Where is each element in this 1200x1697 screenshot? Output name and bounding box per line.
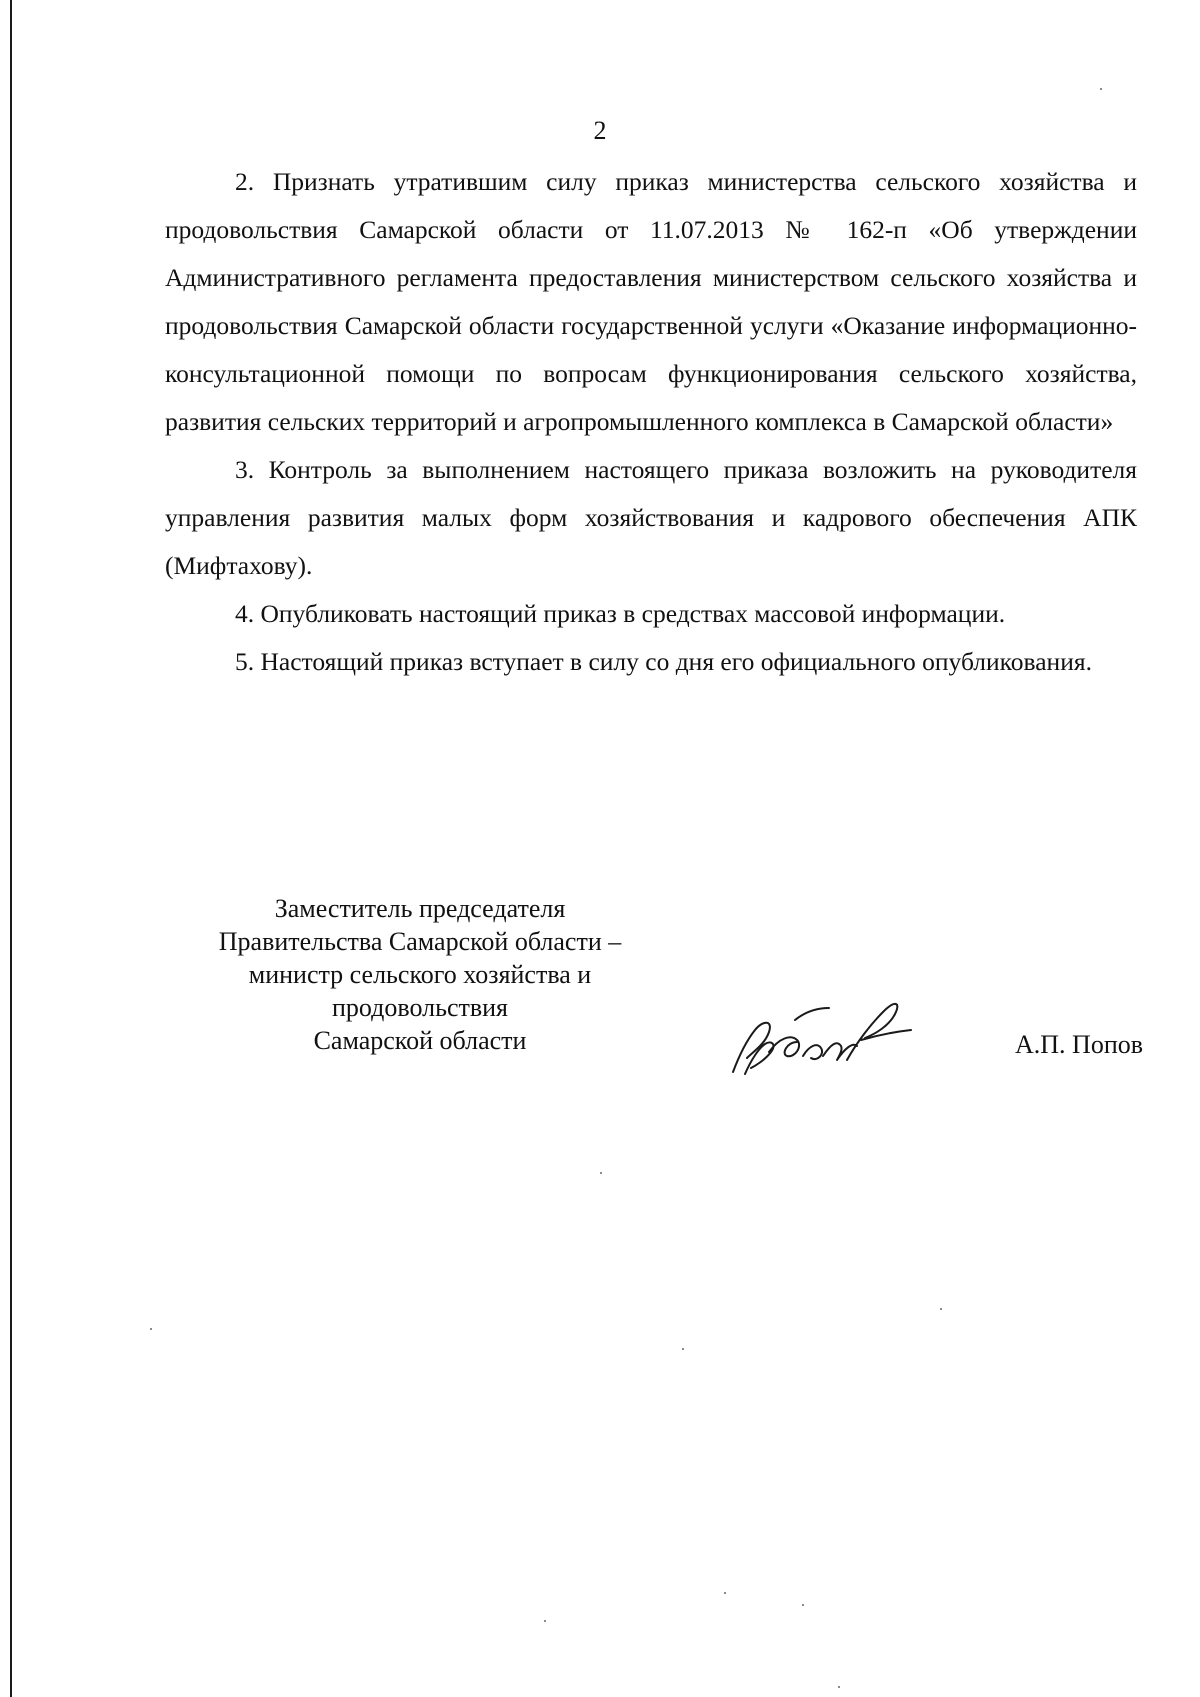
scan-speck [838,1686,840,1688]
scan-speck [802,1604,804,1606]
document-body [165,158,1137,686]
signatory-title-line: Заместитель председателя [274,894,566,923]
paragraph-item-4: 4. Опубликовать настоящий приказ в средствах массовой информации. [235,599,1006,628]
scan-speck [940,1308,942,1310]
signatory-title-line: министр сельского хозяйства и [248,960,592,989]
page-number: 2 [593,116,607,145]
scan-speck [544,1620,546,1622]
paragraph-item-3: 3. Контроль за выполнением настоящего приказа возложить на руководителя управления развития малых форм хозяйствования и кадрового обеспечения АПК (Мифтахову). [165,455,1137,580]
signatory-title-line: Правительства Самарской области – [218,927,622,956]
scan-speck [150,1328,152,1330]
signatory-name: А.П. Попов [1015,1030,1144,1059]
handwritten-signature-icon [725,990,925,1080]
scan-speck [682,1348,684,1350]
paragraph-item-2: 2. Признать утратившим силу приказ министерства сельского хозяйства и продовольствия Самарской области от 11.07.2013 № 162-п «Об утверждении Административного регламента предоставления министерством сельского хозяйства и продовольствия Самарской области государственной услуги «Оказание информационно-консультационной помощи по вопросам функционирования сельского хозяйства, развития сельских территорий и агропромышленного комплекса в Самарской области» [165,167,1137,436]
signatory-title [180,892,660,1057]
scan-speck [600,1172,602,1174]
scan-speck [724,1592,726,1594]
scan-edge-line [10,0,12,1697]
signatory-title-line: продовольствия [331,993,509,1022]
signatory-title-line: Самарской области [313,1026,527,1055]
scan-speck [1100,88,1102,90]
paragraph-item-5: 5. Настоящий приказ вступает в силу со дня его официального опубликования. [235,647,1092,676]
